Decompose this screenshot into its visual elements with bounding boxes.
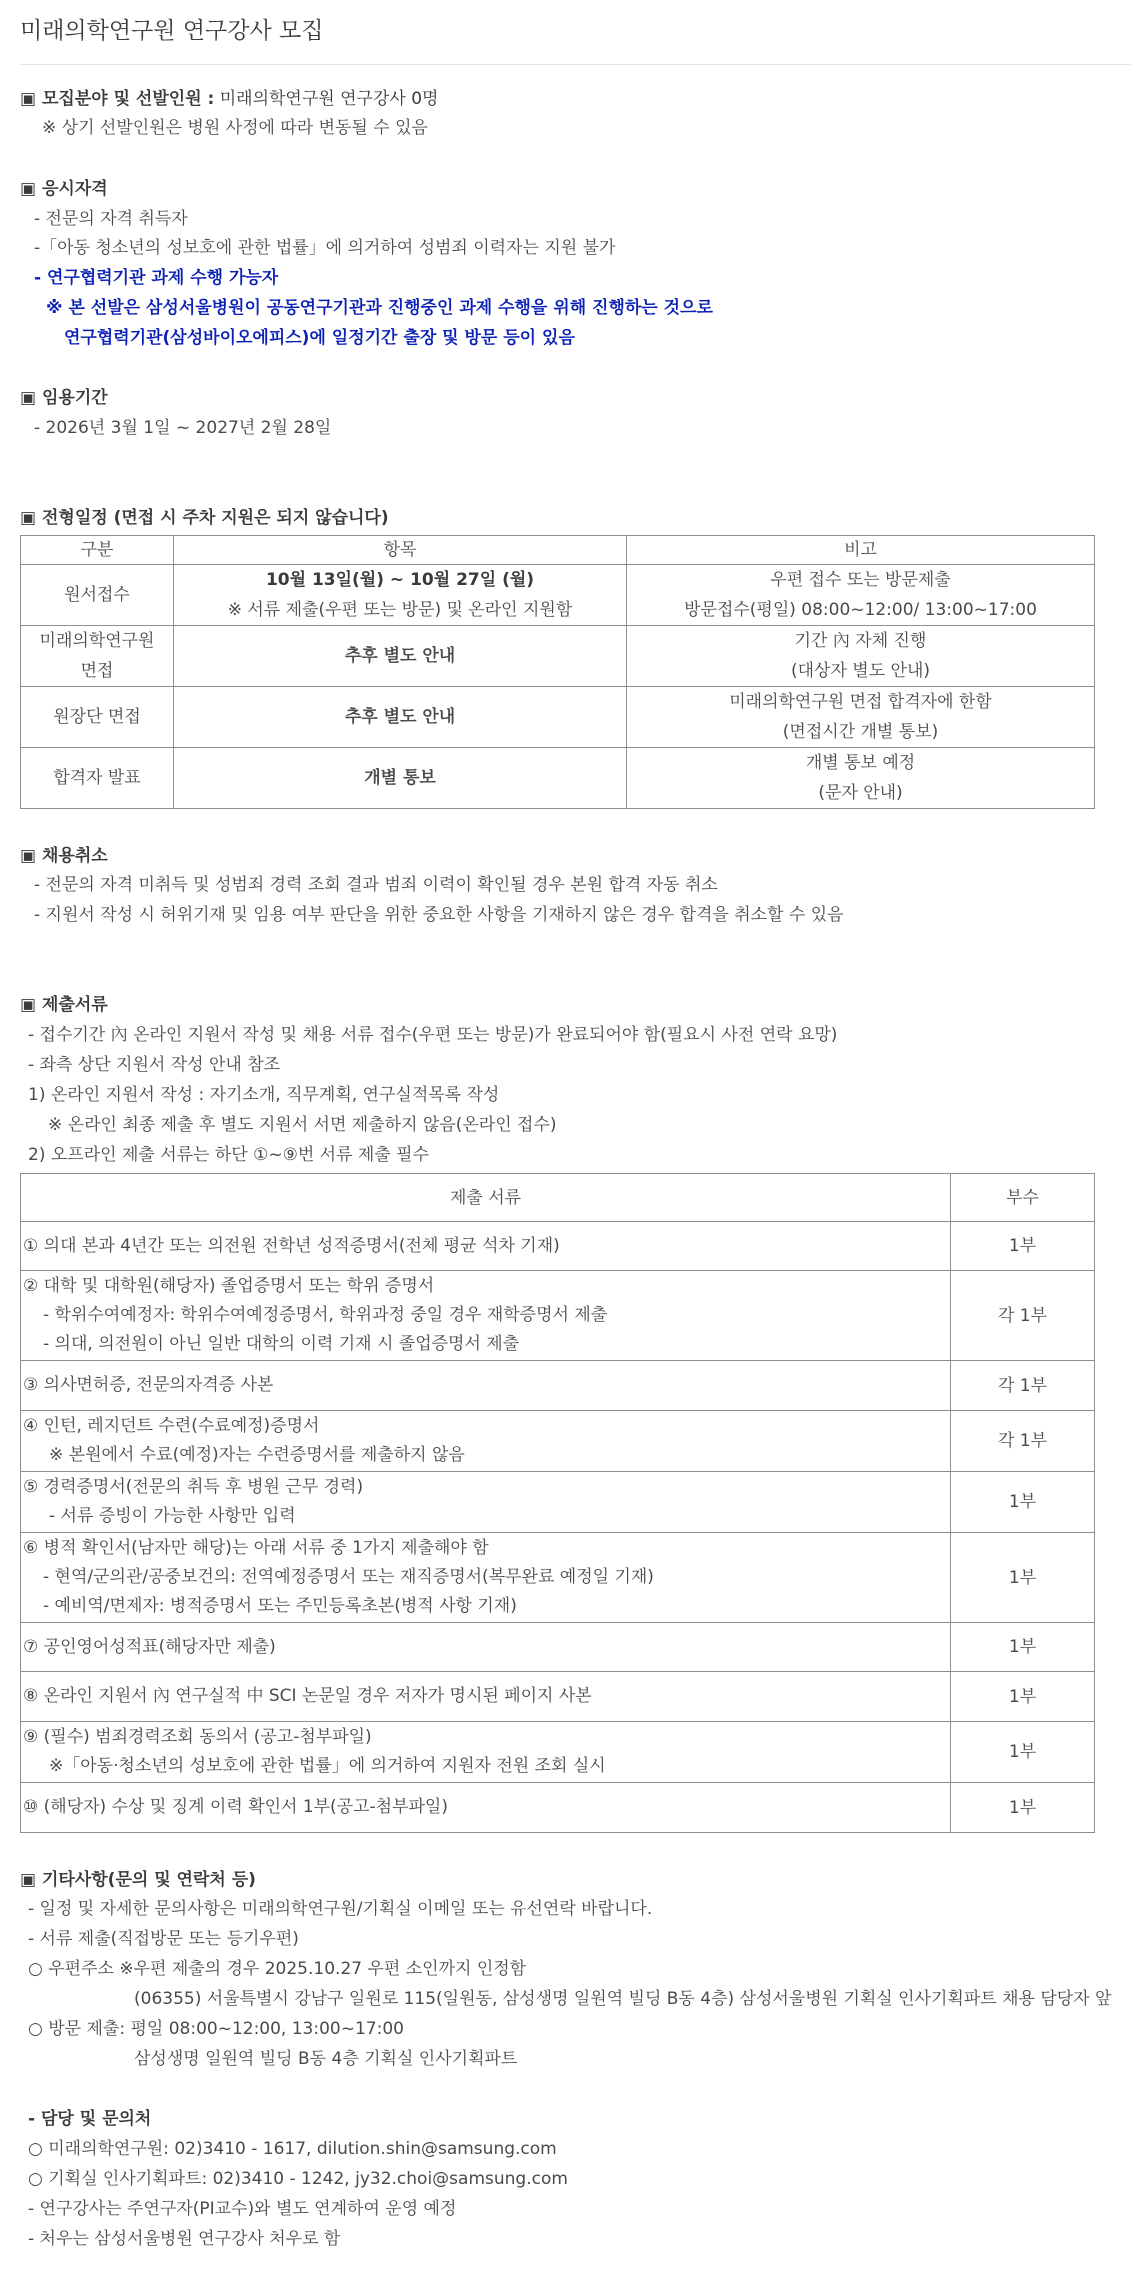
cell-line: 합격자 발표 [53,768,141,788]
mail-address: (06355) 서울특별시 강남구 일원로 115(일원동, 삼성생명 일원역 빌딩 B동 4층) 삼성서울병원 기획실 인사기획파트 채용 담당자 앞 [134,1989,1112,2009]
cell-line: ① 의대 본과 4년간 또는 의전원 전학년 성적증명서(전체 평균 석차 기재) [23,1235,560,1256]
cell-line: 면접 [80,661,114,681]
cell-line: (문자 안내) [818,783,903,803]
cell-line: ⑤ 경력증명서(전문의 취득 후 병원 근무 경력) [23,1477,364,1497]
contact-heading: - 담당 및 문의처 [28,2109,152,2129]
document-name [21,1472,951,1533]
recruit-heading-value: 미래의학연구원 연구강사 0명 [214,89,439,109]
cancel-item: - 지원서 작성 시 허위기재 및 임용 여부 판단을 위한 중요한 사항을 기재하지 않은 경우 합격을 취소할 수 있음 [34,905,844,925]
column-header: 제출 서류 [21,1174,951,1222]
cell-line: ③ 의사면허증, 전문의자격증 사본 [23,1375,274,1395]
document-count: 각 1부 [951,1361,1095,1411]
cell-line: (면접시간 개별 통보) [782,722,939,742]
cell-line: ⑧ 온라인 지원서 內 연구실적 中 SCI 논문일 경우 저자가 명시된 페이지 사본 [23,1686,592,1706]
cell-line: 10월 13일(월) ~ 10월 27일 (월) [265,570,535,590]
schedule-remark [627,687,1095,748]
etc-heading: ▣ 기타사항(문의 및 연락처 등) [20,1870,256,1890]
documents-item: 2) 오프라인 제출 서류는 하단 ①~⑨번 서류 제출 필수 [28,1145,429,1165]
document-count: 1부 [951,1472,1095,1533]
cell-line: 개별 통보 [364,768,436,788]
document-count: 1부 [951,1222,1095,1271]
document-count: 각 1부 [951,1271,1095,1361]
cell-line: ※「아동·청소년의 성보호에 관한 법률」에 의거하여 지원자 전원 조회 실시 [49,1756,606,1776]
cell-line: ※ 서류 제출(우편 또는 방문) 및 온라인 지원함 [227,600,573,620]
etc-item: - 서류 제출(직접방문 또는 등기우편) [28,1929,299,1949]
column-header: 비고 [627,536,1095,565]
table-row [21,1672,1095,1722]
cancel-heading: ▣ 채용취소 [20,846,108,866]
document-name [21,1672,951,1722]
document-count: 1부 [951,1623,1095,1672]
table-row [21,1222,1095,1271]
table-row [21,1783,1095,1833]
document-count: 1부 [951,1672,1095,1722]
document-name [21,1722,951,1783]
contact-item: ○ 미래의학연구원: 02)3410 - 1617, dilution.shin@samsung.com [28,2139,557,2159]
title-divider [20,64,1131,65]
recruit-heading [20,88,438,110]
cell-line: - 현역/군의관/공중보건의: 전역예정증명서 또는 재직증명서(복무완료 예정일 기재) [43,1567,654,1587]
etc-item: ○ 우편주소 ※우편 제출의 경우 2025.10.27 우편 소인까지 인정함 [28,1959,527,1979]
qualification-item-highlight: - 연구협력기관 과제 수행 가능자 [34,268,279,288]
document-name [21,1783,951,1833]
etc-item: ○ 방문 제출: 평일 08:00~12:00, 13:00~17:00 [28,2019,404,2039]
documents-note: ※ 온라인 최종 제출 후 별도 지원서 서면 제출하지 않음(온라인 접수) [48,1115,557,1135]
documents-item: 1) 온라인 지원서 작성 : 자기소개, 직무계획, 연구실적목록 작성 [28,1085,500,1105]
qualification-item: - 전문의 자격 취득자 [34,209,188,229]
qualification-note-highlight: ※ 본 선발은 삼성서울병원이 공동연구기관과 진행중인 과제 수행을 위해 진행하는 것으로 [46,298,713,318]
page-title: 미래의학연구원 연구강사 모집 [20,18,324,44]
recruit-heading-label: ▣ 모집분야 및 선발인원 : [20,89,215,109]
documents-heading: ▣ 제출서류 [20,995,108,1015]
column-header: 항목 [174,536,627,565]
cell-line: ⑩ (해당자) 수상 및 징계 이력 확인서 1부(공고-첨부파일) [23,1797,448,1817]
cell-line: 추후 별도 안내 [344,646,456,666]
recruit-note: ※ 상기 선발인원은 병원 사정에 따라 변동될 수 있음 [42,118,428,138]
cell-line: - 의대, 의전원이 아닌 일반 대학의 이력 기재 시 졸업증명서 제출 [43,1334,520,1354]
cell-line: - 서류 증빙이 가능한 사항만 입력 [49,1506,296,1526]
documents-table-header [21,1174,1095,1222]
table-row [21,1361,1095,1411]
document-count: 1부 [951,1533,1095,1623]
table-row [21,748,1095,809]
documents-item: - 접수기간 內 온라인 지원서 작성 및 채용 서류 접수(우편 또는 방문)가 완료되어야 함(필요시 사전 연락 요망) [28,1025,838,1045]
schedule-remark [627,565,1095,626]
contact-item: - 연구강사는 주연구자(PI교수)와 별도 연계하여 운영 예정 [28,2199,457,2219]
cell-line: - 예비역/면제자: 병적증명서 또는 주민등록초본(병적 사항 기재) [43,1596,517,1616]
document-name [21,1222,951,1271]
document-name [21,1623,951,1672]
cell-line: 원서접수 [64,585,130,605]
cell-line: ⑨ (필수) 범죄경력조회 동의서 (공고-첨부파일) [23,1727,372,1747]
schedule-remark [627,626,1095,687]
visit-address: 삼성생명 일원역 빌딩 B동 4층 기획실 인사기획파트 [134,2049,518,2069]
qualification-item: -「아동 청소년의 성보호에 관한 법률」에 의거하여 성범죄 이력자는 지원 불가 [34,238,616,258]
document-name [21,1271,951,1361]
table-row [21,626,1095,687]
document-count: 1부 [951,1722,1095,1783]
schedule-heading: ▣ 전형일정 (면접 시 주차 지원은 되지 않습니다) [20,508,389,528]
period-heading: ▣ 임용기간 [20,388,108,408]
qualification-heading: ▣ 응시자격 [20,179,108,199]
cell-line: - 학위수여예정자: 학위수여예정증명서, 학위과정 중일 경우 재학증명서 제출 [43,1305,608,1325]
contact-item: - 처우는 삼성서울병원 연구강사 처우로 함 [28,2229,341,2249]
document-count: 각 1부 [951,1411,1095,1472]
schedule-category [21,687,174,748]
cell-line: ④ 인턴, 레지던트 수련(수료예정)증명서 [23,1416,320,1436]
document-name [21,1411,951,1472]
documents-item: - 좌측 상단 지원서 작성 안내 참조 [28,1055,281,1075]
schedule-item [174,626,627,687]
schedule-item [174,748,627,809]
cell-line: ② 대학 및 대학원(해당자) 졸업증명서 또는 학위 증명서 [23,1276,435,1296]
document-name [21,1361,951,1411]
table-row [21,1533,1095,1623]
table-row [21,1722,1095,1783]
cell-line: 미래의학연구원 면접 합격자에 한함 [729,692,992,712]
cell-line: ⑥ 병적 확인서(남자만 해당)는 아래 서류 중 1가지 제출해야 함 [23,1538,489,1558]
table-row [21,1411,1095,1472]
schedule-table [20,535,1095,809]
schedule-item [174,687,627,748]
cell-line: (대상자 별도 안내) [790,661,931,681]
table-row [21,687,1095,748]
qualification-note-highlight: 연구협력기관(삼성바이오에피스)에 일정기간 출장 및 방문 등이 있음 [64,328,575,348]
cell-line: 우편 접수 또는 방문제출 [770,570,951,590]
schedule-category [21,748,174,809]
column-header: 구분 [21,536,174,565]
schedule-category [21,626,174,687]
document-name [21,1533,951,1623]
cell-line: 기간 內 자체 진행 [794,631,927,651]
cell-line: ⑦ 공인영어성적표(해당자만 제출) [23,1636,276,1657]
cell-line: ※ 본원에서 수료(예정)자는 수련증명서를 제출하지 않음 [49,1445,465,1465]
cell-line: 추후 별도 안내 [344,707,456,727]
table-row [21,1623,1095,1672]
contact-item: ○ 기획실 인사기획파트: 02)3410 - 1242, jy32.choi@samsung.com [28,2169,568,2189]
schedule-category [21,565,174,626]
document-count: 1부 [951,1783,1095,1833]
column-header: 부수 [951,1174,1095,1222]
cell-line: 원장단 면접 [53,707,141,727]
table-row [21,1472,1095,1533]
documents-table [20,1173,1095,1833]
schedule-table-header [21,536,1095,565]
table-row [21,1271,1095,1361]
cell-line: 개별 통보 예정 [805,753,916,773]
period-item: - 2026년 3월 1일 ~ 2027년 2월 28일 [34,418,332,438]
schedule-item [174,565,627,626]
cell-line: 미래의학연구원 [39,631,155,651]
schedule-remark [627,748,1095,809]
table-row [21,565,1095,626]
etc-item: - 일정 및 자세한 문의사항은 미래의학연구원/기획실 이메일 또는 유선연락 바랍니다. [28,1899,653,1919]
cancel-item: - 전문의 자격 미취득 및 성범죄 경력 조회 결과 범죄 이력이 확인될 경우 본원 합격 자동 취소 [34,875,718,895]
cell-line: 방문접수(평일) 08:00~12:00/ 13:00~17:00 [684,600,1037,620]
